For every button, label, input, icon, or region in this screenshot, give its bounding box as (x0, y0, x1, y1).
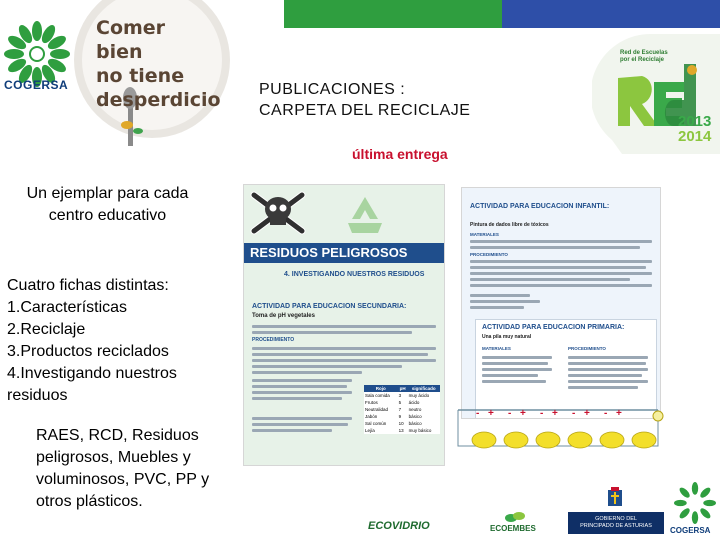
residuos-peligrosos-banner: RESIDUOS PELIGROSOS (244, 243, 444, 263)
campaign-text (96, 16, 221, 112)
svg-text:+: + (552, 408, 558, 419)
recycle-icon (340, 193, 390, 239)
ph-table-header: pH (399, 386, 406, 391)
ficha-item-4: 4.Investigando nuestros residuos (7, 365, 177, 404)
cogersa-bottom-logo (670, 480, 720, 540)
table-cell: muy básico (408, 428, 432, 433)
col-materials: MATERIALES (482, 346, 511, 351)
year-start: 2013 (678, 113, 712, 130)
procedure-infantil-heading: PROCEDIMIENTO (470, 252, 508, 257)
cogersa-wordmark: COGERSA (4, 78, 69, 92)
red-escuelas-name-line-1: Red de Escuelas (620, 50, 668, 56)
red-escuelas-logo (592, 30, 720, 154)
activity-secundaria-title: Toma de pH vegetales (252, 313, 315, 319)
svg-text:-: - (508, 408, 512, 419)
table-cell: ácido (408, 400, 420, 405)
cogersa-bottom-wordmark: COGERSA (670, 526, 711, 535)
top-blue-bar (502, 0, 720, 28)
activity-primaria: ACTIVIDAD PARA EDUCACION PRIMARIA: (482, 324, 625, 331)
table-row (364, 399, 440, 406)
red-escuelas-name-line-2: por el Reciclaje (620, 57, 665, 63)
cogersa-flower-icon (674, 482, 716, 524)
campaign-line-4: desperdicio (96, 89, 221, 111)
table-cell: Sal común (365, 421, 387, 426)
table-cell: 3 (398, 393, 402, 398)
ph-table-header: significado (411, 386, 436, 391)
table-row (364, 420, 440, 427)
ph-table-header: Rojo (375, 386, 386, 391)
section-investigando: 4. INVESTIGANDO NUESTROS RESIDUOS (284, 271, 425, 278)
asturias-crest-icon (606, 486, 624, 510)
campaign-line-2: bien (96, 41, 143, 63)
red-escuelas-name (620, 50, 668, 64)
svg-text:-: - (476, 408, 480, 419)
table-cell: muy ácido (408, 393, 430, 398)
table-cell: Lejía (365, 428, 375, 433)
gobierno-asturias-logo (568, 512, 664, 534)
table-cell: básico (408, 421, 422, 426)
gobierno-line-2: PRINCIPADO DE ASTURIAS (580, 523, 652, 529)
activity-infantil: ACTIVIDAD PARA EDUCACION INFANTIL: (470, 203, 610, 210)
table-cell: Jabón (365, 414, 378, 419)
ecovidrio-logo: ECOVIDRIO (368, 520, 430, 532)
document-page-infantil-primaria (462, 188, 660, 418)
table-cell: Neutralidad (365, 407, 389, 412)
col-procedure: PROCEDIMIENTO (568, 346, 606, 351)
fichas-list (7, 275, 227, 407)
table-cell: 7 (398, 407, 402, 412)
svg-text:-: - (572, 408, 576, 419)
intro-text: Un ejemplar para cada centro educativo (26, 185, 189, 224)
page-title-line-1: PUBLICACIONES : (259, 81, 406, 98)
ficha-item-3: 3.Productos reciclados (7, 343, 169, 360)
gobierno-line-1: GOBIERNO DEL (595, 516, 637, 522)
table-cell: 10 (398, 421, 404, 426)
table-row (364, 427, 440, 434)
activity-secundaria: ACTIVIDAD PARA EDUCACION SECUNDARIA: (252, 303, 407, 310)
campaign-line-3: no tiene (96, 65, 185, 87)
page-title (259, 79, 470, 121)
table-cell: neutro (408, 407, 422, 412)
campaign-line-1: Comer (96, 17, 166, 39)
top-green-bar (284, 0, 502, 28)
svg-text:+: + (616, 408, 622, 419)
svg-text:+: + (488, 408, 494, 419)
table-cell: 5 (398, 400, 402, 405)
document-page-residuos-peligrosos (244, 185, 444, 465)
procedure-heading: PROCEDIMIENTO (252, 337, 295, 343)
subtitle-last-edition: última entrega (352, 146, 448, 162)
residuos-text: RAES, RCD, Residuos peligrosos, Muebles y voluminosos, PVC, PP y otros plásticos. (36, 427, 210, 510)
table-cell: básico (408, 414, 422, 419)
lemon-battery-illustration-icon (448, 396, 668, 466)
activity-infantil-title: Pintura de dados libre de tóxicos (470, 222, 549, 228)
ficha-item-1: 1.Características (7, 299, 128, 316)
svg-text:+: + (520, 408, 526, 419)
campaign-banner (72, 0, 232, 158)
ecoembes-leaf-icon (503, 510, 527, 524)
svg-text:-: - (604, 408, 608, 419)
table-row (364, 392, 440, 399)
ecoembes-logo: ECOEMBES (490, 524, 536, 533)
red-escuelas-years (678, 114, 711, 144)
materials-heading: MATERIALES (470, 232, 499, 237)
table-cell: Frutos (365, 400, 378, 405)
table-cell: 13 (398, 428, 404, 433)
year-end: 2014 (678, 128, 712, 145)
fichas-heading: Cuatro fichas distintas: (7, 277, 169, 294)
skull-crossbones-icon (250, 189, 306, 237)
ph-table (364, 385, 440, 434)
table-cell: 9 (398, 414, 402, 419)
page-title-line-2: CARPETA DEL RECICLAJE (259, 102, 471, 119)
table-row (364, 406, 440, 413)
ficha-item-2: 2.Reciclaje (7, 321, 86, 338)
svg-text:+: + (584, 408, 590, 419)
table-row (364, 413, 440, 420)
svg-text:-: - (540, 408, 544, 419)
table-cell: Sala comida (365, 393, 390, 398)
activity-primaria-title: Una pila muy natural (482, 334, 532, 340)
